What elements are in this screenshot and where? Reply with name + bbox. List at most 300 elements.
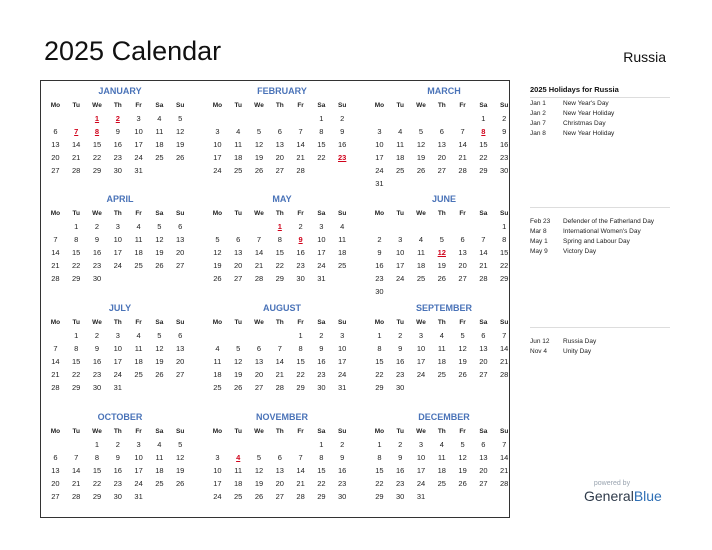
day-cell — [431, 220, 452, 233]
weekday-label: Sa — [479, 102, 488, 109]
holiday-name: Unity Day — [563, 348, 592, 355]
day-cell: 17 — [134, 140, 143, 149]
day-cell: 1 — [319, 114, 324, 123]
day-cell: 18 — [134, 248, 143, 257]
week-row — [369, 246, 519, 259]
day-cell — [249, 112, 270, 125]
holiday-day-cell: 4 — [236, 453, 241, 462]
weekday-label: Sa — [479, 319, 488, 326]
weekday-label: We — [254, 319, 264, 326]
day-cell: 4 — [418, 235, 424, 244]
day-cell: 12 — [213, 248, 222, 257]
day-cell: 10 — [375, 140, 384, 149]
day-cell: 24 — [396, 274, 405, 283]
holiday-name: Defender of the Fatherland Day — [563, 218, 655, 225]
weekday-label: Tu — [234, 428, 242, 435]
week-row — [45, 164, 195, 177]
month-name: OCTOBER — [97, 412, 143, 422]
day-cell — [452, 177, 473, 190]
day-cell: 17 — [416, 466, 426, 475]
month-name: JULY — [108, 303, 132, 313]
holiday-day-cell: 7 — [74, 127, 79, 136]
week-row — [369, 177, 519, 190]
day-cell: 9 — [94, 344, 100, 353]
day-cell: 23 — [500, 153, 509, 162]
day-cell: 15 — [275, 248, 284, 257]
day-cell: 10 — [113, 344, 122, 353]
month-january — [45, 84, 195, 177]
day-cell: 22 — [375, 370, 384, 379]
day-cell: 21 — [458, 153, 467, 162]
week-row — [369, 342, 519, 355]
day-cell: 12 — [155, 235, 164, 244]
day-cell: 3 — [398, 235, 403, 244]
day-cell: 10 — [338, 344, 347, 353]
day-cell: 19 — [155, 248, 164, 257]
month-november — [207, 410, 357, 503]
day-cell: 18 — [155, 466, 164, 475]
day-cell: 28 — [500, 479, 509, 488]
day-cell: 23 — [396, 370, 405, 379]
day-cell: 6 — [439, 127, 444, 136]
day-cell: 28 — [458, 166, 467, 175]
day-cell: 15 — [72, 248, 81, 257]
day-cell: 7 — [502, 440, 507, 449]
day-cell: 26 — [213, 274, 222, 283]
day-cell — [207, 329, 228, 342]
weekday-label: Fr — [297, 210, 304, 217]
holiday-name: Russia Day — [563, 338, 597, 345]
day-cell: 7 — [53, 235, 58, 244]
day-cell: 24 — [338, 370, 347, 379]
day-cell: 6 — [178, 222, 183, 231]
day-cell: 19 — [254, 479, 264, 488]
day-cell: 20 — [176, 357, 185, 366]
week-row — [207, 464, 357, 477]
day-cell: 21 — [296, 479, 305, 488]
day-cell: 25 — [134, 261, 143, 270]
day-cell: 1 — [377, 331, 382, 340]
day-cell: 2 — [319, 331, 324, 340]
day-cell — [45, 112, 66, 125]
day-cell — [128, 272, 149, 285]
weekday-label: Mo — [374, 210, 385, 217]
day-cell: 23 — [296, 261, 305, 270]
holiday-entry — [530, 99, 690, 109]
day-cell: 6 — [53, 453, 58, 462]
day-cell: 24 — [134, 479, 143, 488]
week-row — [45, 451, 195, 464]
day-cell: 9 — [377, 248, 382, 257]
week-row — [207, 125, 357, 138]
day-cell: 2 — [298, 222, 303, 231]
week-row — [369, 285, 519, 298]
week-row — [45, 342, 195, 355]
day-cell: 7 — [481, 235, 486, 244]
day-cell — [149, 164, 170, 177]
holiday-day-cell: 8 — [481, 127, 486, 136]
day-cell: 19 — [234, 370, 243, 379]
week-row — [207, 164, 357, 177]
day-cell — [170, 381, 191, 394]
day-cell: 11 — [134, 235, 143, 244]
day-cell: 10 — [134, 453, 143, 462]
day-cell: 16 — [500, 140, 509, 149]
day-cell: 8 — [277, 235, 282, 244]
month-name: AUGUST — [263, 303, 301, 313]
day-cell: 29 — [72, 383, 81, 392]
weekday-header — [207, 99, 357, 112]
day-cell: 10 — [396, 248, 405, 257]
week-row — [369, 438, 519, 451]
day-cell — [45, 438, 66, 451]
month-name: SEPTEMBER — [415, 303, 472, 313]
day-cell: 30 — [500, 166, 509, 175]
weekday-header — [207, 207, 357, 220]
weekday-label: We — [92, 428, 102, 435]
weekday-label: We — [92, 102, 102, 109]
weekday-label: Th — [275, 102, 284, 109]
day-cell: 8 — [377, 453, 382, 462]
week-row — [369, 164, 519, 177]
day-cell: 18 — [437, 466, 446, 475]
day-cell: 28 — [500, 370, 509, 379]
day-cell: 18 — [234, 479, 243, 488]
weekday-label: Th — [113, 102, 122, 109]
day-cell: 14 — [275, 357, 284, 366]
day-cell: 8 — [377, 344, 382, 353]
day-cell: 5 — [178, 114, 183, 123]
day-cell: 27 — [275, 492, 284, 501]
week-row — [369, 125, 519, 138]
day-cell: 13 — [275, 466, 284, 475]
day-cell — [170, 164, 191, 177]
weekday-label: Mo — [212, 102, 223, 109]
day-cell: 4 — [340, 222, 345, 231]
week-row — [207, 259, 357, 272]
day-cell: 15 — [375, 357, 384, 366]
day-cell: 27 — [479, 479, 488, 488]
weekday-label: Tu — [396, 319, 404, 326]
weekday-label: Fr — [135, 319, 142, 326]
week-row — [369, 233, 519, 246]
weekday-label: Th — [113, 210, 122, 217]
holiday-date: May 9 — [530, 248, 548, 255]
day-cell: 11 — [338, 235, 347, 244]
week-row — [369, 464, 519, 477]
day-cell — [207, 112, 228, 125]
day-cell: 9 — [319, 344, 324, 353]
weekday-label: We — [92, 319, 102, 326]
day-cell: 9 — [115, 127, 120, 136]
weekday-label: Fr — [459, 210, 466, 217]
week-row — [369, 381, 519, 394]
weekday-label: Fr — [459, 102, 466, 109]
weekday-label: Su — [338, 210, 347, 217]
day-cell: 5 — [236, 344, 241, 353]
week-row — [45, 477, 195, 490]
day-cell: 30 — [296, 274, 305, 283]
day-cell: 15 — [317, 466, 326, 475]
day-cell: 29 — [479, 166, 488, 175]
brand-logo — [584, 480, 674, 504]
day-cell: 7 — [53, 344, 58, 353]
week-row — [207, 329, 357, 342]
day-cell: 6 — [277, 453, 282, 462]
day-cell — [473, 220, 494, 233]
week-row — [45, 233, 195, 246]
day-cell: 6 — [256, 344, 262, 353]
day-cell: 28 — [254, 274, 264, 283]
day-cell: 26 — [254, 166, 264, 175]
day-cell — [107, 272, 128, 285]
day-cell: 28 — [51, 274, 60, 283]
day-cell: 22 — [72, 261, 81, 270]
day-cell: 5 — [157, 222, 162, 231]
holiday-group-2 — [530, 217, 690, 257]
day-cell — [332, 272, 353, 285]
day-cell: 10 — [317, 235, 326, 244]
holiday-entry — [530, 119, 690, 129]
weekday-label: Su — [338, 319, 347, 326]
week-row — [45, 490, 195, 503]
month-september — [369, 301, 519, 394]
day-cell — [494, 381, 515, 394]
month-october — [45, 410, 195, 503]
day-cell — [228, 220, 249, 233]
week-row — [45, 112, 195, 125]
day-cell — [431, 112, 452, 125]
day-cell: 20 — [275, 479, 284, 488]
day-cell: 2 — [94, 222, 100, 231]
day-cell: 6 — [481, 331, 486, 340]
day-cell: 25 — [437, 479, 446, 488]
day-cell: 28 — [275, 383, 284, 392]
month-august — [207, 301, 357, 394]
day-cell: 21 — [72, 153, 81, 162]
day-cell: 27 — [51, 492, 60, 501]
day-cell: 6 — [178, 331, 183, 340]
day-cell — [473, 177, 494, 190]
week-row — [45, 138, 195, 151]
week-row — [207, 477, 357, 490]
holidays-divider — [530, 207, 670, 208]
holiday-day-cell: 2 — [115, 114, 120, 123]
day-cell: 24 — [317, 261, 326, 270]
day-cell: 16 — [92, 248, 102, 257]
weekday-label: Sa — [317, 210, 326, 217]
holiday-date: Mar 8 — [530, 228, 547, 235]
day-cell — [473, 490, 494, 503]
day-cell: 17 — [134, 466, 143, 475]
weekday-label: Su — [176, 102, 185, 109]
day-cell: 31 — [375, 179, 384, 188]
weekday-label: Sa — [317, 102, 326, 109]
day-cell — [369, 220, 390, 233]
week-row — [369, 477, 519, 490]
week-row — [45, 368, 195, 381]
day-cell: 20 — [437, 153, 446, 162]
day-cell: 1 — [502, 222, 507, 231]
day-cell: 26 — [176, 479, 185, 488]
week-row — [369, 138, 519, 151]
day-cell: 12 — [155, 344, 164, 353]
day-cell — [311, 164, 332, 177]
day-cell: 28 — [72, 492, 81, 501]
day-cell: 7 — [460, 127, 465, 136]
day-cell: 19 — [155, 357, 164, 366]
day-cell: 8 — [74, 344, 79, 353]
week-row — [207, 112, 357, 125]
weekday-label: We — [416, 428, 426, 435]
holiday-entry — [530, 217, 690, 227]
week-row — [207, 151, 357, 164]
day-cell: 15 — [72, 357, 81, 366]
page-title: 2025 Calendar — [44, 36, 222, 66]
day-cell: 4 — [157, 440, 162, 449]
day-cell: 5 — [157, 331, 162, 340]
day-cell: 21 — [479, 261, 488, 270]
weekday-label: Tu — [234, 102, 242, 109]
day-cell — [494, 285, 515, 298]
weekday-label: Th — [437, 428, 446, 435]
weekday-label: Su — [176, 210, 185, 217]
day-cell: 30 — [375, 287, 384, 296]
day-cell: 3 — [319, 222, 324, 231]
day-cell: 9 — [398, 453, 403, 462]
week-row — [45, 329, 195, 342]
day-cell: 23 — [92, 261, 102, 270]
day-cell: 4 — [136, 331, 141, 340]
week-row — [45, 259, 195, 272]
day-cell — [290, 112, 311, 125]
day-cell: 18 — [416, 261, 426, 270]
weekday-label: Mo — [374, 102, 385, 109]
day-cell: 23 — [113, 153, 122, 162]
brand-name-general: General — [584, 488, 634, 504]
day-cell: 27 — [176, 370, 185, 379]
day-cell: 27 — [458, 274, 467, 283]
day-cell — [207, 220, 228, 233]
weekday-label: Sa — [155, 319, 164, 326]
day-cell: 16 — [375, 261, 384, 270]
day-cell: 27 — [51, 166, 60, 175]
day-cell: 15 — [375, 466, 384, 475]
day-cell: 14 — [296, 140, 305, 149]
month-name: DECEMBER — [418, 412, 470, 422]
weekday-header — [369, 425, 519, 438]
day-cell — [411, 112, 432, 125]
day-cell — [228, 438, 249, 451]
weekday-label: We — [254, 210, 264, 217]
day-cell: 21 — [500, 357, 509, 366]
day-cell: 5 — [256, 127, 262, 136]
day-cell: 30 — [338, 492, 347, 501]
weekday-label: Tu — [396, 210, 404, 217]
day-cell — [431, 381, 452, 394]
day-cell — [149, 272, 170, 285]
week-row — [45, 272, 195, 285]
day-cell: 29 — [296, 383, 305, 392]
week-row — [207, 355, 357, 368]
day-cell: 20 — [51, 479, 60, 488]
week-row — [369, 451, 519, 464]
day-cell: 8 — [502, 235, 507, 244]
day-cell: 20 — [458, 261, 467, 270]
day-cell: 30 — [92, 383, 102, 392]
holiday-day-cell: 1 — [94, 114, 100, 123]
day-cell: 29 — [375, 492, 384, 501]
day-cell: 20 — [275, 153, 284, 162]
day-cell: 8 — [319, 453, 324, 462]
day-cell: 28 — [51, 383, 60, 392]
day-cell: 7 — [256, 235, 262, 244]
holiday-day-cell: 8 — [94, 127, 100, 136]
month-name: FEBRUARY — [257, 86, 307, 96]
holiday-name: New Year's Day — [563, 100, 609, 107]
day-cell: 3 — [115, 331, 120, 340]
day-cell: 7 — [298, 127, 303, 136]
day-cell — [431, 285, 452, 298]
powered-by-text: powered by — [593, 480, 631, 487]
weekday-label: Sa — [155, 428, 164, 435]
weekday-label: Fr — [135, 210, 142, 217]
day-cell: 11 — [155, 127, 164, 136]
holiday-date: Jan 8 — [530, 130, 546, 137]
day-cell: 12 — [458, 344, 467, 353]
weekday-label: Th — [275, 428, 284, 435]
weekday-label: Tu — [72, 102, 80, 109]
week-row — [45, 220, 195, 233]
day-cell: 5 — [418, 127, 424, 136]
day-cell: 29 — [92, 166, 102, 175]
day-cell: 25 — [437, 370, 446, 379]
day-cell: 30 — [113, 166, 122, 175]
month-name: JUNE — [431, 194, 456, 204]
day-cell: 22 — [479, 153, 488, 162]
day-cell: 23 — [396, 479, 405, 488]
day-cell: 23 — [338, 479, 347, 488]
day-cell: 24 — [416, 479, 426, 488]
weekday-label: Mo — [374, 319, 385, 326]
day-cell: 25 — [416, 274, 426, 283]
day-cell — [249, 220, 270, 233]
weekday-label: We — [92, 210, 102, 217]
day-cell: 14 — [458, 140, 467, 149]
day-cell — [332, 164, 353, 177]
day-cell: 4 — [439, 331, 444, 340]
day-cell: 6 — [460, 235, 465, 244]
day-cell: 12 — [254, 466, 264, 475]
day-cell: 26 — [416, 166, 426, 175]
day-cell: 2 — [94, 331, 100, 340]
day-cell: 17 — [396, 261, 405, 270]
day-cell: 21 — [254, 261, 264, 270]
day-cell — [431, 490, 452, 503]
day-cell: 17 — [416, 357, 426, 366]
weekday-label: We — [416, 102, 426, 109]
day-cell — [249, 329, 270, 342]
day-cell: 8 — [298, 344, 303, 353]
weekday-label: Mo — [50, 102, 61, 109]
day-cell: 29 — [500, 274, 509, 283]
month-name: NOVEMBER — [255, 412, 308, 422]
day-cell: 26 — [155, 370, 164, 379]
weekday-label: Tu — [234, 319, 242, 326]
day-cell: 4 — [157, 114, 162, 123]
day-cell: 13 — [275, 140, 284, 149]
day-cell: 26 — [254, 492, 264, 501]
